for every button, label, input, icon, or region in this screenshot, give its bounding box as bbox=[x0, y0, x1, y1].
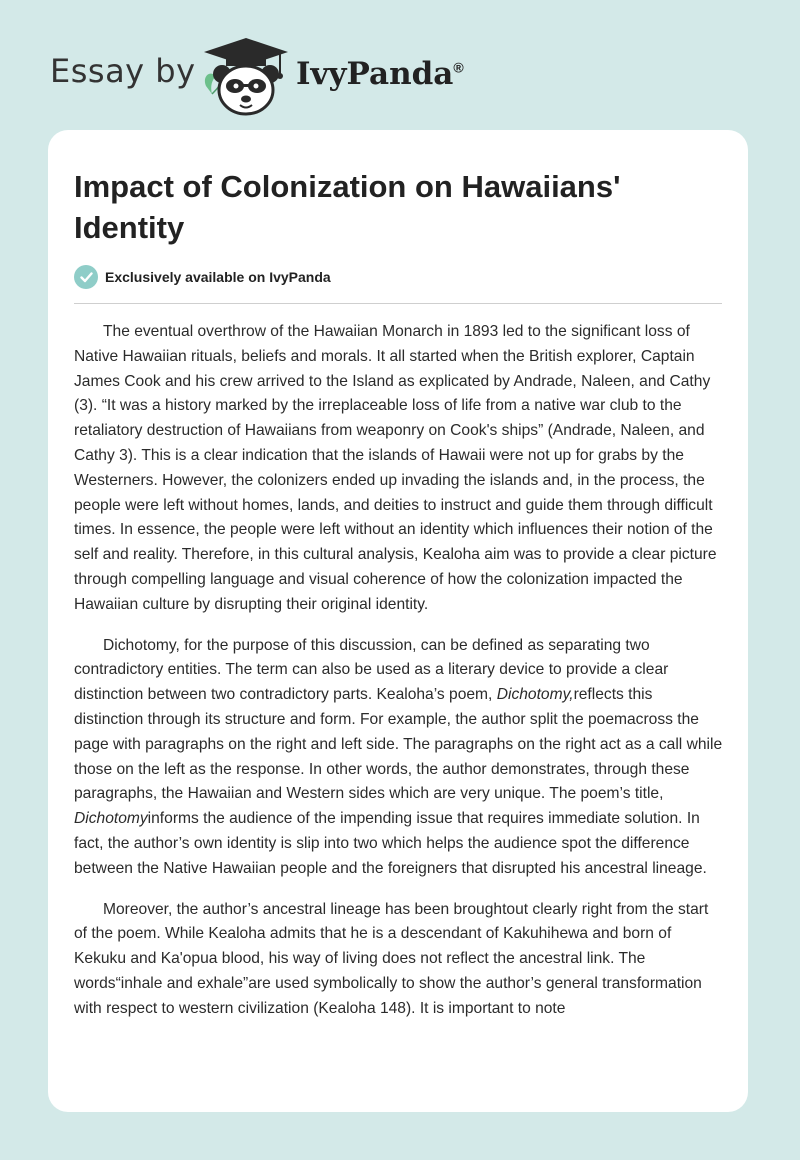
article-body bbox=[74, 320, 724, 1038]
registered-mark: ® bbox=[453, 59, 464, 76]
exclusive-badge-label: Exclusively available on IvyPanda bbox=[105, 269, 331, 285]
check-icon bbox=[74, 265, 98, 289]
paragraph-2 bbox=[74, 634, 724, 882]
paragraph-2-part-1: Dichotomy, for the purpose of this discussion, can be defined as separating two contradictory entities. The term can also be used as a literary device to provide a clear distinction between two contradictory parts. Kealoha’s poem, bbox=[74, 636, 669, 704]
brand-text: IvyPanda bbox=[296, 56, 454, 92]
page-title: Impact of Colonization on Hawaiians' Identity bbox=[74, 169, 621, 245]
panda-logo-icon[interactable] bbox=[200, 36, 292, 116]
paragraph-3: Moreover, the author’s ancestral lineage has been broughtout clearly right from the start of the poem. While Kealoha admits that he is a descendant of Kakuhihewa and born of Kekuku and Ka'opua blood, his way of living does not reflect the ancestral link. The words“inhale and exhale”are used symbolically to show the author’s general transformation with respect to western civilization (Kealoha 148). It is important to note bbox=[74, 900, 709, 1017]
article-card bbox=[48, 130, 748, 1112]
site-header bbox=[0, 0, 800, 120]
paragraph-2-part-2: reflects this distinction through its structure and form. For example, the author split the poemacross the page with paragraphs on the right and left side. The paragraphs on the right act as a call while those on the left as the response. In other words, the author demonstrates, through these paragraphs, the Hawaiian and Western sides which are very unique. The poem’s title, bbox=[74, 686, 723, 803]
brand-name[interactable] bbox=[296, 56, 464, 92]
essay-by-label: Essay by bbox=[50, 52, 196, 90]
poem-title-emphasis: Dichotomy, bbox=[496, 686, 574, 704]
paragraph-2-part-3: informs the audience of the impending issue that requires immediate solution. In fact, the author’s own identity is slip into two which helps the audience spot the difference between the Native Hawaiian people and the foreigners that disrupted his ancestral lineage. bbox=[74, 810, 707, 877]
paragraph-1: The eventual overthrow of the Hawaiian Monarch in 1893 led to the significant loss of Native Hawaiian rituals, beliefs and morals. It all started when the British explorer, Captain James Cook and his crew arrived to the Island as explicated by Andrade, Naleen, and Cathy (3). “It was a history marked by the irreplaceable loss of life from a native war club to the retaliatory destruction of Hawaiians from weaponry on Cook's ships” (Andrade, Naleen, and Cathy 3). This is a clear indication that the islands of Hawaii were not up for grabs by the Westerners. However, the colonizers ended up invading the islands and, in the process, the people were left without homes, lands, and deities to instruct and guide them through difficult times. In essence, the people were left without an identity which influences their notion of the self and reality. Therefore, in this cultural analysis, Kealoha aim was to provide a clear picture through compelling language and visual coherence of how the colonization impacted the Hawaiian culture by disrupting their original identity. bbox=[74, 323, 717, 613]
divider bbox=[74, 303, 722, 304]
exclusive-badge bbox=[74, 264, 331, 290]
poem-title-emphasis-2: Dichotomy bbox=[74, 810, 148, 828]
